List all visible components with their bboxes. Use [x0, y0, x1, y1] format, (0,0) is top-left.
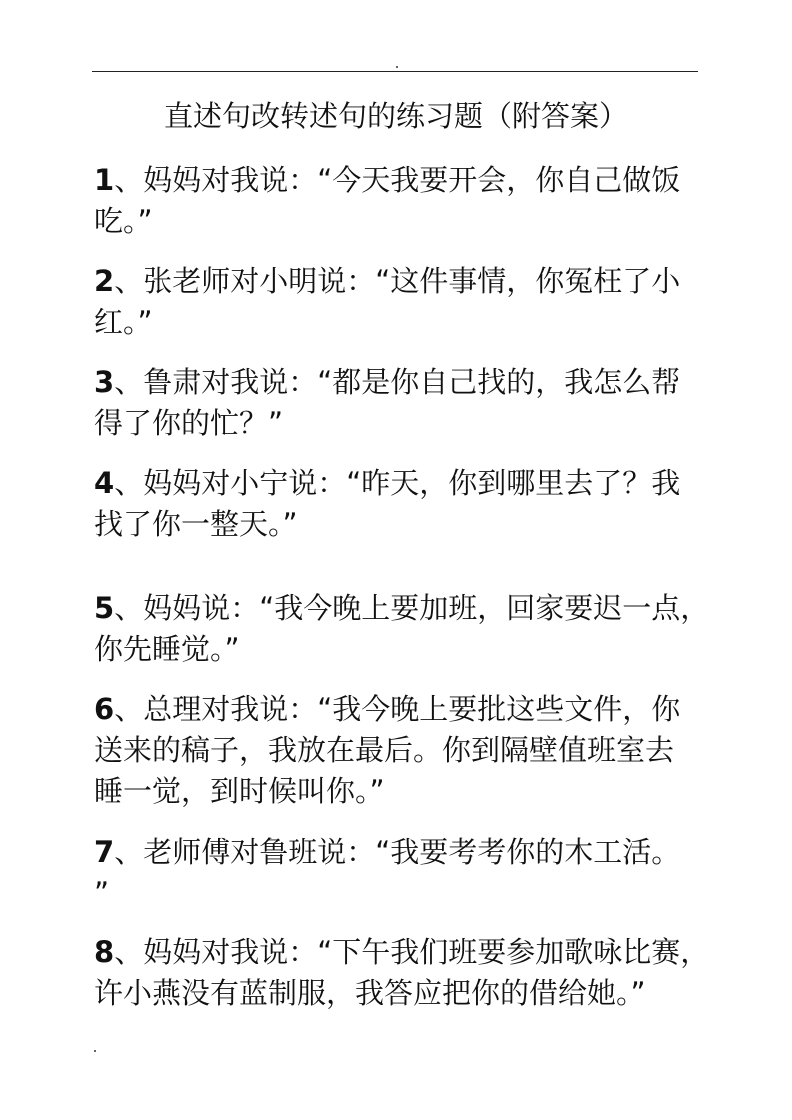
exercise-line: 你先睡觉。”	[94, 632, 240, 666]
header-rule	[92, 71, 698, 72]
exercise-line: 4、妈妈对小宁说：“昨天，你到哪里去了？我	[94, 466, 681, 500]
exercise-line: 8、妈妈对我说：“下午我们班要参加歌咏比赛，	[94, 935, 710, 969]
exercise-item-1	[94, 160, 714, 242]
exercise-number: 1	[94, 163, 115, 197]
exercise-item-2	[94, 261, 714, 343]
exercise-line: 1、妈妈对我说：“今天我要开会，你自己做饭	[94, 163, 681, 197]
exercise-line: 2、张老师对小明说：“这件事情，你冤枉了小	[94, 264, 681, 298]
exercise-number: 4	[94, 466, 115, 500]
exercise-line: 得了你的忙？”	[94, 406, 284, 440]
exercise-item-4	[94, 463, 714, 545]
exercise-line: 找了你一整天。”	[94, 507, 298, 541]
exercise-line: 7、老师傅对鲁班说：“我要考考你的木工活。	[94, 835, 681, 869]
exercise-number: 3	[94, 365, 115, 399]
exercise-item-7	[94, 832, 714, 914]
header-dot	[396, 66, 398, 68]
exercise-number: 8	[94, 935, 115, 969]
exercise-line: 吃。”	[94, 204, 153, 238]
exercise-line: 红。”	[94, 305, 153, 339]
exercise-line: 送来的稿子，我放在最后。你到隔壁值班室去	[94, 733, 675, 767]
exercise-line: ”	[94, 876, 110, 910]
exercise-line: 6、总理对我说：“我今晚上要批这些文件，你	[94, 692, 681, 726]
exercise-item-5	[94, 588, 714, 670]
footer-dot	[94, 1050, 96, 1052]
exercise-item-3	[94, 362, 714, 444]
exercise-number: 6	[94, 692, 115, 726]
exercise-number: 5	[94, 591, 115, 625]
exercise-line: 3、鲁肃对我说：“都是你自己找的，我怎么帮	[94, 365, 681, 399]
exercise-number: 7	[94, 835, 115, 869]
exercise-line: 睡一觉，到时候叫你。”	[94, 774, 385, 808]
exercise-line: 5、妈妈说：“我今晚上要加班，回家要迟一点，	[94, 591, 710, 625]
exercise-item-8	[94, 932, 714, 1014]
exercise-number: 2	[94, 264, 115, 298]
exercise-item-6	[94, 689, 714, 812]
page-title: 直述句改转述句的练习题（附答案）	[163, 99, 628, 133]
exercise-line: 许小燕没有蓝制服，我答应把你的借给她。”	[94, 976, 646, 1010]
